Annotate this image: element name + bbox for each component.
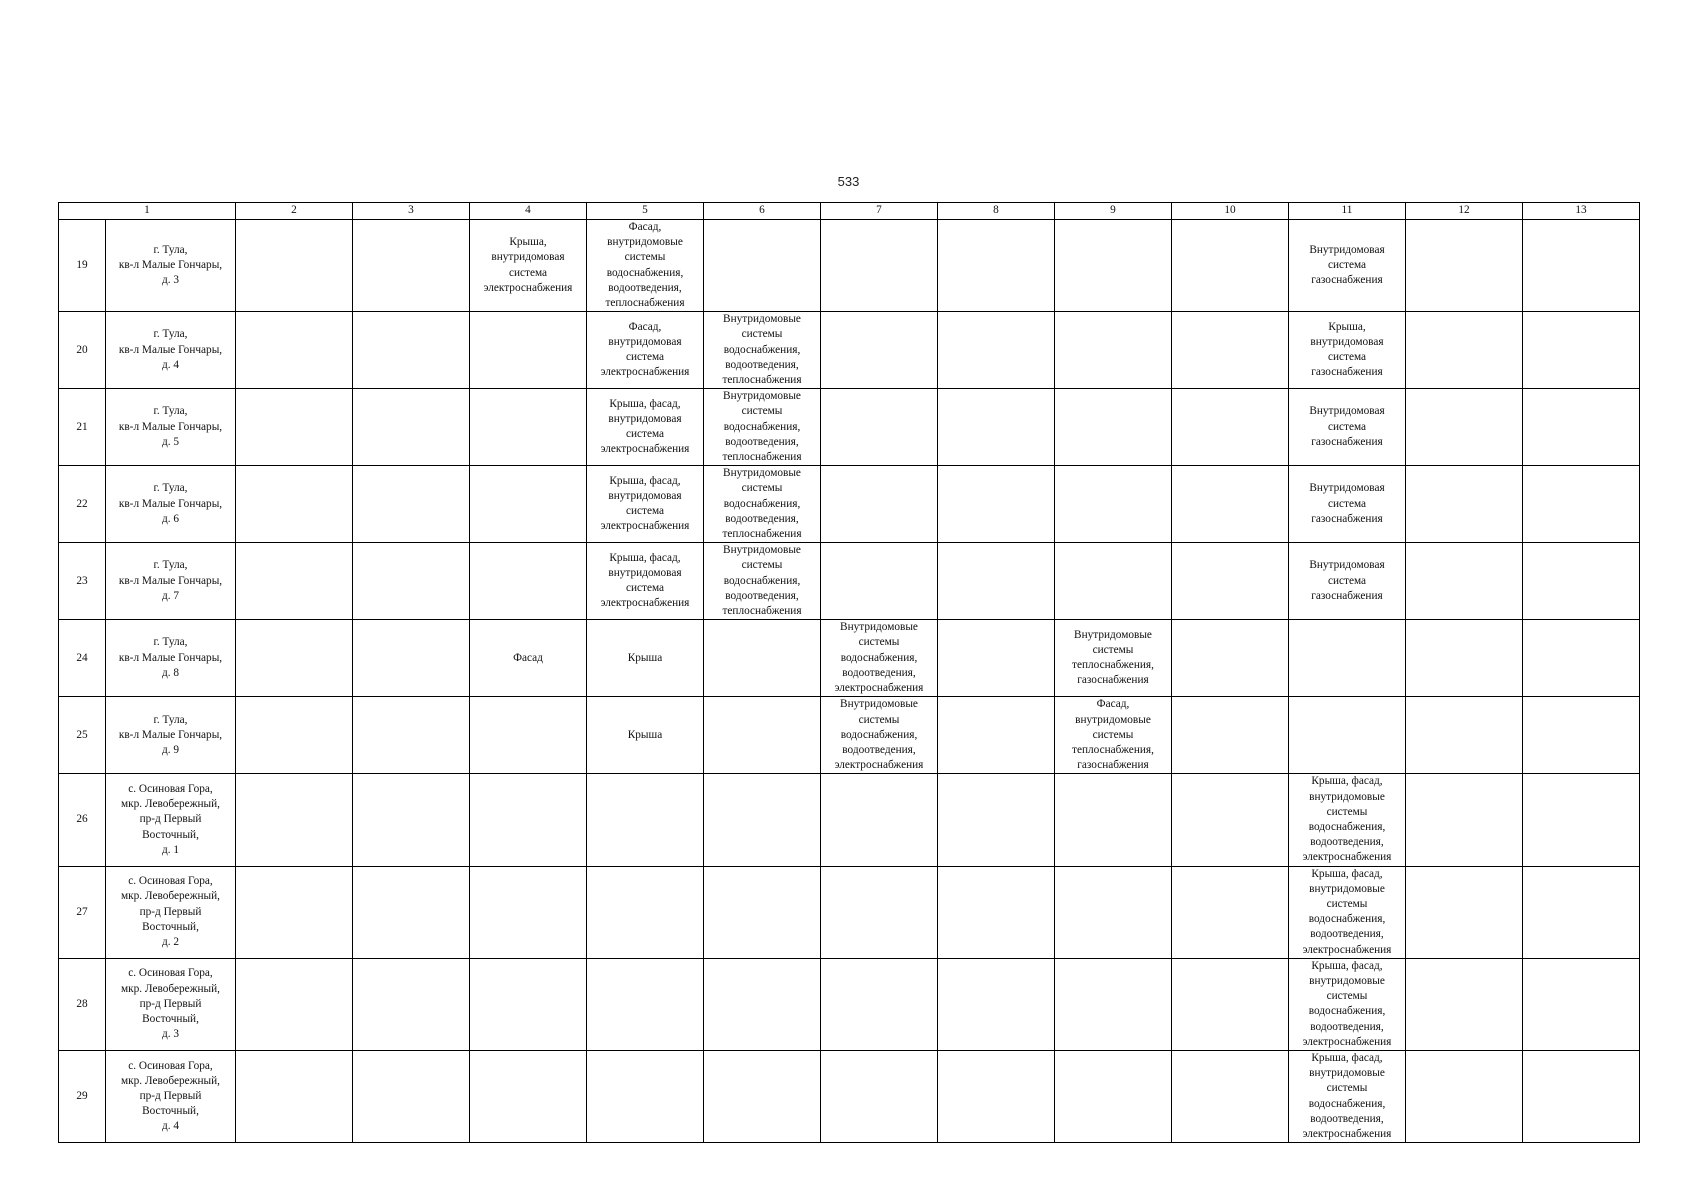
col-8-cell (938, 220, 1055, 312)
row-number: 25 (59, 697, 106, 774)
col-8-cell (938, 543, 1055, 620)
address-cell: г. Тула, кв-л Малые Гончары, д. 3 (106, 220, 236, 312)
row-number: 21 (59, 389, 106, 466)
col-3-cell (353, 466, 470, 543)
col-2-cell (236, 620, 353, 697)
table-row (59, 866, 1640, 958)
col-8-cell (938, 312, 1055, 389)
row-number: 23 (59, 543, 106, 620)
col-12-cell (1406, 543, 1523, 620)
col-2-cell (236, 312, 353, 389)
col-13-cell (1523, 543, 1640, 620)
col-12-cell (1406, 312, 1523, 389)
col-12-cell (1406, 866, 1523, 958)
col-13-cell (1523, 220, 1640, 312)
address-cell: г. Тула, кв-л Малые Гончары, д. 7 (106, 543, 236, 620)
col-12-cell (1406, 389, 1523, 466)
col-6-cell: Внутридомовые системы водоснабжения, водоотведения, теплоснабжения (704, 466, 821, 543)
col-10-cell (1172, 620, 1289, 697)
col-7-cell (821, 312, 938, 389)
row-number: 26 (59, 774, 106, 866)
col-12-cell (1406, 466, 1523, 543)
header-cell-13: 13 (1523, 203, 1640, 220)
col-6-cell: Внутридомовые системы водоснабжения, водоотведения, теплоснабжения (704, 543, 821, 620)
col-11-cell: Крыша, внутридомовая система газоснабжения (1289, 312, 1406, 389)
col-5-cell: Крыша, фасад, внутридомовая система электроснабжения (587, 466, 704, 543)
col-6-cell (704, 220, 821, 312)
header-cell-9: 9 (1055, 203, 1172, 220)
col-10-cell (1172, 466, 1289, 543)
table-row (59, 220, 1640, 312)
col-2-cell (236, 697, 353, 774)
col-7-cell (821, 543, 938, 620)
address-cell: г. Тула, кв-л Малые Гончары, д. 8 (106, 620, 236, 697)
col-13-cell (1523, 466, 1640, 543)
col-8-cell (938, 774, 1055, 866)
address-cell: с. Осиновая Гора, мкр. Левобережный, пр-д Первый Восточный, д. 2 (106, 866, 236, 958)
table-row (59, 958, 1640, 1050)
col-7-cell (821, 220, 938, 312)
header-cell-6: 6 (704, 203, 821, 220)
col-11-cell (1289, 620, 1406, 697)
col-9-cell (1055, 774, 1172, 866)
row-number: 24 (59, 620, 106, 697)
col-8-cell (938, 389, 1055, 466)
col-3-cell (353, 312, 470, 389)
col-9-cell (1055, 543, 1172, 620)
header-cell-11: 11 (1289, 203, 1406, 220)
col-5-cell (587, 774, 704, 866)
col-2-cell (236, 220, 353, 312)
col-9-cell: Фасад, внутридомовые системы теплоснабжения, газоснабжения (1055, 697, 1172, 774)
col-8-cell (938, 866, 1055, 958)
address-cell: с. Осиновая Гора, мкр. Левобережный, пр-д Первый Восточный, д. 4 (106, 1050, 236, 1142)
col-4-cell (470, 312, 587, 389)
col-2-cell (236, 866, 353, 958)
col-9-cell (1055, 958, 1172, 1050)
col-2-cell (236, 389, 353, 466)
address-cell: с. Осиновая Гора, мкр. Левобережный, пр-д Первый Восточный, д. 1 (106, 774, 236, 866)
col-11-cell: Внутридомовая система газоснабжения (1289, 220, 1406, 312)
col-10-cell (1172, 389, 1289, 466)
col-8-cell (938, 958, 1055, 1050)
table-row (59, 774, 1640, 866)
col-5-cell: Фасад, внутридомовые системы водоснабжения, водоотведения, теплоснабжения (587, 220, 704, 312)
col-13-cell (1523, 389, 1640, 466)
table-row (59, 466, 1640, 543)
col-10-cell (1172, 958, 1289, 1050)
col-10-cell (1172, 220, 1289, 312)
col-5-cell: Крыша (587, 697, 704, 774)
header-cell-8: 8 (938, 203, 1055, 220)
header-cell-12: 12 (1406, 203, 1523, 220)
col-3-cell (353, 543, 470, 620)
header-cell-2: 2 (236, 203, 353, 220)
col-11-cell (1289, 697, 1406, 774)
col-4-cell (470, 543, 587, 620)
row-number: 28 (59, 958, 106, 1050)
col-12-cell (1406, 220, 1523, 312)
header-cell-7: 7 (821, 203, 938, 220)
address-cell: с. Осиновая Гора, мкр. Левобережный, пр-д Первый Восточный, д. 3 (106, 958, 236, 1050)
col-11-cell: Крыша, фасад, внутридомовые системы водоснабжения, водоотведения, электроснабжения (1289, 866, 1406, 958)
col-7-cell (821, 958, 938, 1050)
col-4-cell (470, 466, 587, 543)
header-cell-5: 5 (587, 203, 704, 220)
col-13-cell (1523, 958, 1640, 1050)
col-3-cell (353, 220, 470, 312)
col-4-cell (470, 866, 587, 958)
col-8-cell (938, 466, 1055, 543)
col-9-cell (1055, 389, 1172, 466)
col-12-cell (1406, 697, 1523, 774)
header-row (59, 203, 1640, 220)
col-11-cell: Крыша, фасад, внутридомовые системы водоснабжения, водоотведения, электроснабжения (1289, 1050, 1406, 1142)
col-9-cell (1055, 866, 1172, 958)
col-11-cell: Внутридомовая система газоснабжения (1289, 466, 1406, 543)
col-5-cell (587, 1050, 704, 1142)
col-6-cell (704, 697, 821, 774)
col-12-cell (1406, 1050, 1523, 1142)
col-7-cell (821, 1050, 938, 1142)
col-10-cell (1172, 1050, 1289, 1142)
col-7-cell: Внутридомовые системы водоснабжения, водоотведения, электроснабжения (821, 697, 938, 774)
col-8-cell (938, 1050, 1055, 1142)
col-6-cell (704, 620, 821, 697)
col-10-cell (1172, 866, 1289, 958)
col-13-cell (1523, 697, 1640, 774)
col-7-cell (821, 389, 938, 466)
col-5-cell: Крыша, фасад, внутридомовая система электроснабжения (587, 389, 704, 466)
col-11-cell: Внутридомовая система газоснабжения (1289, 389, 1406, 466)
col-3-cell (353, 697, 470, 774)
col-6-cell: Внутридомовые системы водоснабжения, водоотведения, теплоснабжения (704, 312, 821, 389)
col-13-cell (1523, 1050, 1640, 1142)
row-number: 29 (59, 1050, 106, 1142)
table-row (59, 620, 1640, 697)
col-6-cell (704, 774, 821, 866)
col-5-cell: Крыша, фасад, внутридомовая система электроснабжения (587, 543, 704, 620)
col-9-cell (1055, 466, 1172, 543)
repair-schedule-table (58, 202, 1640, 1143)
col-4-cell (470, 958, 587, 1050)
col-8-cell (938, 620, 1055, 697)
col-2-cell (236, 543, 353, 620)
col-13-cell (1523, 312, 1640, 389)
col-6-cell: Внутридомовые системы водоснабжения, водоотведения, теплоснабжения (704, 389, 821, 466)
col-13-cell (1523, 774, 1640, 866)
col-4-cell (470, 774, 587, 866)
col-2-cell (236, 1050, 353, 1142)
col-2-cell (236, 958, 353, 1050)
col-11-cell: Внутридомовая система газоснабжения (1289, 543, 1406, 620)
col-12-cell (1406, 958, 1523, 1050)
col-4-cell (470, 697, 587, 774)
row-number: 22 (59, 466, 106, 543)
col-13-cell (1523, 620, 1640, 697)
header-cell-3: 3 (353, 203, 470, 220)
col-7-cell (821, 866, 938, 958)
table-row (59, 543, 1640, 620)
col-8-cell (938, 697, 1055, 774)
col-7-cell (821, 466, 938, 543)
col-5-cell (587, 958, 704, 1050)
col-3-cell (353, 620, 470, 697)
table-body (59, 203, 1640, 1143)
header-cell-4: 4 (470, 203, 587, 220)
col-6-cell (704, 958, 821, 1050)
col-5-cell (587, 866, 704, 958)
col-9-cell: Внутридомовые системы теплоснабжения, газоснабжения (1055, 620, 1172, 697)
col-4-cell: Крыша, внутридомовая система электроснабжения (470, 220, 587, 312)
row-number: 19 (59, 220, 106, 312)
col-5-cell: Крыша (587, 620, 704, 697)
col-3-cell (353, 774, 470, 866)
col-10-cell (1172, 543, 1289, 620)
row-number: 20 (59, 312, 106, 389)
address-cell: г. Тула, кв-л Малые Гончары, д. 5 (106, 389, 236, 466)
page-number: 533 (837, 174, 860, 189)
col-9-cell (1055, 220, 1172, 312)
col-3-cell (353, 389, 470, 466)
col-12-cell (1406, 774, 1523, 866)
col-4-cell: Фасад (470, 620, 587, 697)
header-cell-1: 1 (59, 203, 236, 220)
col-10-cell (1172, 697, 1289, 774)
address-cell: г. Тула, кв-л Малые Гончары, д. 4 (106, 312, 236, 389)
col-11-cell: Крыша, фасад, внутридомовые системы водоснабжения, водоотведения, электроснабжения (1289, 774, 1406, 866)
col-9-cell (1055, 1050, 1172, 1142)
col-5-cell: Фасад, внутридомовая система электроснабжения (587, 312, 704, 389)
col-11-cell: Крыша, фасад, внутридомовые системы водоснабжения, водоотведения, электроснабжения (1289, 958, 1406, 1050)
header-cell-10: 10 (1172, 203, 1289, 220)
col-10-cell (1172, 774, 1289, 866)
col-2-cell (236, 466, 353, 543)
col-10-cell (1172, 312, 1289, 389)
table-row (59, 697, 1640, 774)
table-row (59, 1050, 1640, 1142)
col-2-cell (236, 774, 353, 866)
row-number: 27 (59, 866, 106, 958)
address-cell: г. Тула, кв-л Малые Гончары, д. 9 (106, 697, 236, 774)
table-row (59, 312, 1640, 389)
col-7-cell: Внутридомовые системы водоснабжения, водоотведения, электроснабжения (821, 620, 938, 697)
col-7-cell (821, 774, 938, 866)
col-6-cell (704, 1050, 821, 1142)
col-3-cell (353, 1050, 470, 1142)
col-4-cell (470, 389, 587, 466)
col-13-cell (1523, 866, 1640, 958)
col-3-cell (353, 958, 470, 1050)
col-9-cell (1055, 312, 1172, 389)
col-4-cell (470, 1050, 587, 1142)
address-cell: г. Тула, кв-л Малые Гончары, д. 6 (106, 466, 236, 543)
col-12-cell (1406, 620, 1523, 697)
col-6-cell (704, 866, 821, 958)
table-row (59, 389, 1640, 466)
col-3-cell (353, 866, 470, 958)
